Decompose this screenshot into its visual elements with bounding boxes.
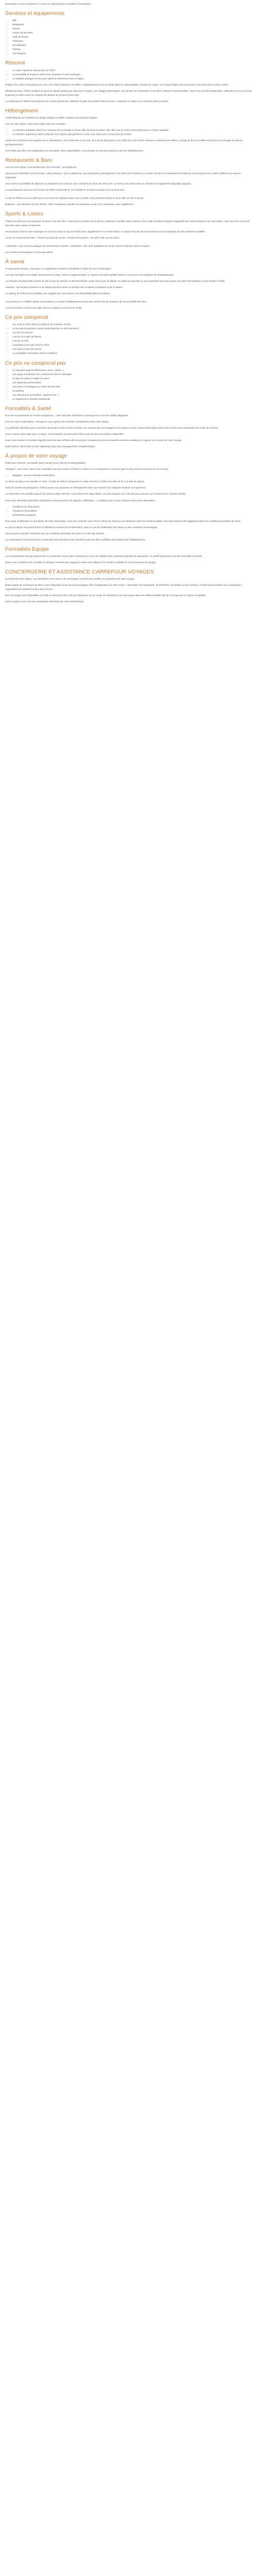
list-item: • La chambre Supérieure (20m²) dispose d'un espace plus généreux et d'un coin salon pour encore plus de confort. bbox=[12, 132, 253, 137]
list-item: • Les dépenses personnelles bbox=[12, 381, 253, 385]
avoir-title: À savoir bbox=[5, 258, 25, 265]
restaurants-title: Restaurants & Bars bbox=[5, 157, 53, 164]
list-item: • Les taxes et frais de service bbox=[12, 347, 253, 351]
sports-paragraph: Accès au centre de bien-être : réservé aux plus de 16 ans. Horaires d'ouverture : de 10h à 20h tous les jours. bbox=[5, 236, 120, 239]
services-list bbox=[5, 19, 253, 56]
list-item: • L'accès à la salle de fitness bbox=[12, 335, 253, 339]
list-item: • Climatisation bbox=[12, 43, 253, 47]
concierge-paragraph: Nos concierges sont disponibles du lundi au samedi de 9h à 19h par téléphone ou par email. Ils répondent à vos demandes dans les meilleurs délais afin de vous garantir un séjour inoubliable. bbox=[5, 594, 207, 597]
concierge-paragraph: Notre équipe de concierges se tient à votre disposition pour vous accompagner dans l'organisation de votre séjour : réservation de restaurants, de transferts, d'activités ou d'excursions, conseils personnalisés sur la destination, organisation de surprises et bien plus encore. bbox=[5, 584, 243, 591]
intro-text: Description Ce prix comprend / Ce prix ne comprend pas Formalités Conciergerie bbox=[5, 3, 91, 5]
list-item: • Informations pratiques bbox=[12, 513, 253, 517]
avoir-paragraph: Attention : les horaires d'arrivée et de départ peuvent varier en fonction des conditions sanitaires et de la saison. bbox=[5, 286, 123, 289]
propos-paragraph: Hôtel avec terrasse, accessible toute l'année (sous réserve de disponibilités). bbox=[5, 462, 86, 465]
propos-paragraph: Pour toute modification ou annulation de votre réservation, merci de contacter notre service client par email ou par téléphone dans les meilleurs délais. Des frais pourront être appliqués selon les conditions générales de vente. bbox=[5, 519, 241, 522]
hebergement-title: Hébergement bbox=[5, 107, 38, 114]
list-item: • L'accès au Wifi bbox=[12, 339, 253, 343]
list-item: • Le transport jusqu'à l'hôtel (train, avion, voiture...) bbox=[12, 368, 253, 372]
description-paragraph: Idéalement situé, l'hôtel constitue un point de départ parfait pour découvrir la région, ses villages pittoresques, ses sentiers de randonnée et ses sites culturels incontournables. Après une journée d'exploration, détendez-vous au bord de la piscine ou offrez-vous un moment de détente au centre de bien-être. bbox=[5, 89, 252, 96]
description-paragraph: Profitez d'un séjour ressourçant au cœur d'un hôtel chaleureux et raffiné. L'établissement vous accueille dans un cadre paisible, entouré de nature, où chaque détail a été pensé pour votre bien-être et votre confort. bbox=[5, 83, 229, 86]
exclus-title: Ce prix ne comprend pas bbox=[5, 360, 66, 366]
propos-list bbox=[5, 473, 253, 478]
avoir-paragraph: Si vous partez seul(e), vous aurez un supplément chambre individuelle à régler lors de la réservation. bbox=[5, 267, 112, 270]
exclus-list bbox=[5, 368, 253, 401]
concierge-paragraph: Service gratuit, hors coût des prestations réservées par votre intermédiaire. bbox=[5, 600, 85, 603]
list-item: • Les assurances (annulation, rapatriement...) bbox=[12, 393, 253, 397]
propos-paragraph: Le prix du séjour est garanti ferme et définitif au moment de la réservation, sauf en cas de modification des taxes ou des conditions économiques. bbox=[5, 526, 158, 529]
formalites-paragraph: Notre service client reste à votre disposition pour tout renseignement complémentaire. bbox=[5, 445, 96, 448]
propos-paragraph: La réservation est possible jusqu'à 24h avant la date d'arrivée, sous réserve de disponibilité. Les prix indiqués sont calculés par personne sur la base d'une chambre double. bbox=[5, 493, 186, 496]
list-item: • Conciergerie bbox=[12, 52, 253, 56]
restaurants-paragraph: Lors de votre séjour, vous bénéficierez de la formule : petit-déjeuner. bbox=[5, 166, 77, 169]
sports-paragraph: Vous pouvez réserver des massages et soins du corps au spa de l'hôtel (avec supplément et sur réservation). Un large choix de soins relaxants vous sera proposé par des praticiens qualifiés. bbox=[5, 230, 205, 233]
propos-paragraph: Selon le nombre de participants, l'hôtel pourra vous proposer un hébergement dans une chambre de catégorie similaire ou supérieure. bbox=[5, 486, 147, 489]
list-item: • L'assistance de notre service client bbox=[12, 343, 253, 347]
list-item: • Les repas et boissons non mentionnés dans le descriptif bbox=[12, 372, 253, 377]
avoir-paragraph: Le port de tenue correcte est exigé dans les espaces communs de l'hôtel. bbox=[5, 307, 83, 310]
hebergement-paragraph: Un lit bébé peut être mis à disposition sur demande, selon disponibilités. Les animaux ne sont pas admis au sein de l'établissement. bbox=[5, 149, 144, 152]
propos-paragraph: La durée du séjour est calculée en nuits : la date de début correspond à la date d'arrivée à l'hôtel et la date de fin à la date de départ. bbox=[5, 480, 145, 483]
propos-paragraph: Transport : non inclus. Nous vous conseillons de vous rendre à l'hôtel en voiture ou en transports en commun (gare la plus proche à environ 15 min en taxi). bbox=[5, 468, 169, 471]
avoir-paragraph: Le parking de l'hôtel est accessible avec supplément, sous réserve de disponibilité (places limitées). bbox=[5, 292, 110, 295]
list-item: • Piscine bbox=[12, 27, 253, 31]
equipe-paragraph: Les ressortissants français doivent être en possession d'une pièce d'identité en cours de validité (carte nationale d'identité ou passeport). Un justificatif pourra vous être demandé à l'arrivée. bbox=[5, 554, 203, 557]
list-item: • Centre de bien-être bbox=[12, 31, 253, 35]
sports-title: Sports & Loisirs bbox=[5, 211, 43, 217]
product-description bbox=[5, 0, 253, 611]
list-item: • La chambre Standard (16m²) se compose d'un lit double et d'une salle de bains privative. Elle offre tout le confort nécessaire pour un séjour agréable. bbox=[12, 128, 253, 132]
inclus-title: Ce prix comprend bbox=[5, 314, 48, 321]
list-item: • Salle de fitness bbox=[12, 35, 253, 39]
propos-list-2 bbox=[5, 505, 253, 517]
list-item: • La possibilité d'annulation selon conditions bbox=[12, 351, 253, 355]
formalites-paragraph: Pour les ressortissants de l'Union européenne : carte nationale d'identité ou passeport en cours de validité obligatoire. bbox=[5, 414, 129, 417]
list-item: • La tranquillité et le grand confort des chambres et des massages bbox=[12, 73, 253, 77]
hebergement-paragraph: L'hôtel dispose de chambres au design élégant et raffiné, réparties sur plusieurs étages. bbox=[5, 116, 98, 119]
inclus-list bbox=[5, 323, 253, 355]
formalites-title: Formalités & Santé bbox=[5, 405, 52, 412]
hebergement-paragraph: Lors de votre séjour, vous serez logés dans une chambre : bbox=[5, 122, 67, 125]
resume-list bbox=[5, 69, 253, 81]
propos-paragraph: Vous pouvez consulter l'ensemble de nos conditions générales de vente sur notre site internet. bbox=[5, 532, 105, 535]
services-title: Services et équipements bbox=[5, 10, 64, 17]
restaurants-paragraph: Le bar de l'hôtel vous accueille pour un moment de détente autour d'un cocktail, d'une boisson fraîche ou d'un café, de 10h à minuit. bbox=[5, 197, 144, 200]
concierge-paragraph: En réservant votre séjour, vous bénéficiez d'un service de conciergerie exclusif pour faciliter la préparation de votre voyage. bbox=[5, 578, 135, 581]
hebergement-list bbox=[5, 128, 253, 137]
list-item: • Le parking bbox=[12, 389, 253, 393]
propos-paragraph: Pour toute demande particulière (chambres communicantes, lits séparés, célébration...), n'hésitez pas à nous contacter avant votre réservation. bbox=[5, 499, 156, 502]
avoir-paragraph: Les personnes à mobilité réduite sont invitées à contacter l'établissement avant leur arrivée afin de s'assurer de l'accessibilité des lieux. bbox=[5, 300, 148, 303]
propos-title: À propos de votre voyage bbox=[5, 453, 67, 460]
restaurants-paragraph: Boissons : une sélection de vins, bières, softs et boissons chaudes est proposée au bar et au restaurant, avec supplément. bbox=[5, 203, 134, 206]
list-item: • Conditions d'annulation bbox=[12, 509, 253, 513]
avoir-paragraph: Une taxe de séjour est à régler directement sur place, selon la réglementation en vigueur (montant variable selon la commune et la catégorie de l'établissement). bbox=[5, 273, 174, 276]
list-item: • Le supplément chambre individuelle bbox=[12, 397, 253, 401]
list-item: • La situation pratique du lieu pour rayonner facilement dans la région bbox=[12, 77, 253, 81]
formalites-paragraph: Aucun vaccin n'est exigé pour ce séjour. Il est toutefois recommandé d'être à jour de ses vaccinations habituelles. bbox=[5, 433, 124, 436]
restaurants-paragraph: Vous pourrez bénéficier de la formule « demi-pension » avec supplément, qui comprend le petit-déjeuner et le dîner (hors boissons). Le dîner est servi au restaurant de l'hôtel qui vous propose une cuisine raffinée aux saveurs régionales. bbox=[5, 172, 241, 179]
formalites-paragraph: Nous vous invitons à consulter régulièrement les sites officiels afin de prendre connaissance des éventuelles mesures sanitaires en vigueur au moment de votre voyage. bbox=[5, 439, 182, 442]
equipe-paragraph: Nous vous conseillons de consulter la rubrique Conseils aux voyageurs avant votre départ et de vérifier la validité de vos documents de voyage. bbox=[5, 561, 156, 564]
resume-title: Résumé bbox=[5, 60, 26, 66]
list-item: • Conditions de réservation bbox=[12, 505, 253, 509]
sports-paragraph: À proximité, vous pourrez pratiquer de nombreuses activités : randonnée, vélo, golf, équitation ou encore sports nautiques selon la saison. bbox=[5, 244, 151, 247]
description-paragraph: Le restaurant de l'hôtel vous propose une cuisine généreuse, élaborée à partir de produits frais et locaux, à savourer en salle ou en terrasse selon la saison. bbox=[5, 99, 169, 103]
formalites-paragraph: Un justificatif d'identité pourra vous être demandé à votre arrivée à l'hôtel. Les mineurs non accompagnés d'un parent ou d'un représentant légal doivent être munis d'une autorisation de sortie du territoire. bbox=[5, 427, 219, 430]
hebergement-paragraph: Toutes les chambres sont équipées de la climatisation, d'une télévision écran plat, d'un accès Wifi gratuit, d'un coffre-fort, d'un sèche-cheveux et d'articles de toilette. Le linge de lit et de toilette est fourni et le ménage est assuré quotidiennement. bbox=[5, 139, 243, 146]
list-item: • Télévision bbox=[12, 39, 253, 43]
list-item: • Parking bbox=[12, 47, 253, 52]
restaurants-paragraph: Vous aurez la possibilité de déjeuner au restaurant à la carte de 12h à 14h30 et de dîner de 19h à 22h. Un service de restauration en chambre est également disponible (payant). bbox=[5, 182, 192, 185]
list-item: • La formule de pension choisie (petit-déjeuner ou demi-pension) bbox=[12, 327, 253, 331]
list-item: • Les nuits en hôtel dans la catégorie de chambre choisie bbox=[12, 323, 253, 327]
sports-paragraph: L'hôtel est idéal pour les amateurs de sport et de bien-être. Vous pourrez profiter d'une piscine extérieure chauffée (selon saison), d'une salle de fitness équipée d'appareils de cardio-training et de musculation, ainsi que d'un centre de bien-être avec sauna et hammam. bbox=[5, 219, 250, 227]
equipe-title: Formalités Equipe bbox=[5, 546, 49, 552]
concierge-title: CONCIERGERIE ET ASSISTANCE CARREFOUR VOYAGES bbox=[5, 568, 154, 575]
list-item: • L'accès à la piscine bbox=[12, 331, 253, 335]
list-item: • Wifi bbox=[12, 19, 253, 23]
avoir-paragraph: La chambre est disponible à partir de 15h le jour de l'arrivée et doit être libérée avant 11h le jour du départ. Un dépôt de garantie ou une empreinte bancaire pourra vous être demandé(e) à votre arrivée à l'hôtel. bbox=[5, 279, 225, 282]
list-item: • Le cadre naturel et ressourçant de l'hôtel bbox=[12, 69, 253, 73]
propos-paragraph: Les informations contenues dans ce descriptif sont données à titre indicatif et peuvent être modifiées sans préavis par l'établissement. bbox=[5, 538, 146, 541]
list-item: • Les soins et massages au centre de bien-être bbox=[12, 385, 253, 389]
list-item: • Restaurant bbox=[12, 23, 253, 27]
restaurants-paragraph: Le petit-déjeuner est servi sous forme de buffet continental de 7h à 10h30 en semaine et jusqu'à 11h le week-end. bbox=[5, 189, 125, 192]
list-item: • La taxe de séjour à régler sur place bbox=[12, 377, 253, 381]
list-item: • Bagages : aucune restriction particulière. bbox=[12, 473, 253, 478]
sports-paragraph: Les animaux domestiques ne sont pas admis. bbox=[5, 250, 54, 253]
formalites-paragraph: Pour les autres nationalités, renseignez-vous auprès des autorités compétentes avant votre départ. bbox=[5, 420, 109, 423]
